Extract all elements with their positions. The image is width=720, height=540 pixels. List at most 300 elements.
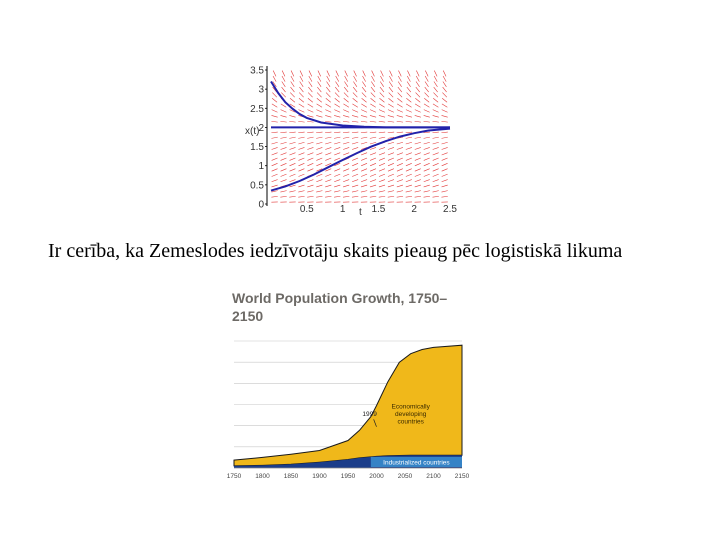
direction-field-segment <box>416 81 420 86</box>
direction-field-segment <box>343 180 349 182</box>
direction-field-segment <box>415 115 421 117</box>
direction-field-segment <box>272 110 278 113</box>
direction-field-segment <box>415 153 421 155</box>
direction-field-segment <box>300 81 304 86</box>
direction-field-segment <box>345 71 348 77</box>
direction-field-segment <box>371 93 375 98</box>
direction-field-segment <box>352 142 358 144</box>
direction-field-segment <box>433 180 439 182</box>
direction-field-segment <box>406 158 412 160</box>
direction-field-segment <box>380 76 383 82</box>
direction-field-segment <box>442 169 448 171</box>
x-tick-label: 2.5 <box>443 204 457 215</box>
direction-field-segment <box>398 93 402 98</box>
direction-field-segment <box>291 71 294 77</box>
direction-field-segment <box>334 115 340 117</box>
direction-field-segment <box>424 153 430 155</box>
direction-field-segment <box>335 87 339 92</box>
direction-field-segment <box>307 142 313 144</box>
direction-field-segment <box>379 104 384 107</box>
direction-field-segment <box>334 121 340 122</box>
direction-field-segment <box>388 153 394 155</box>
direction-field-segment <box>290 158 296 160</box>
direction-field-segment <box>272 185 278 187</box>
direction-field-segment <box>352 132 358 133</box>
direction-field-segment <box>334 137 340 138</box>
direction-field-segment <box>327 71 330 77</box>
direction-field-segment <box>415 191 421 192</box>
direction-field-segment <box>352 163 358 166</box>
direction-field-segment <box>424 158 430 160</box>
industrialized-countries-label: Industrialized countries <box>383 459 450 467</box>
direction-field-segment <box>308 93 312 98</box>
direction-field-segment <box>406 115 412 117</box>
direction-field-segment <box>361 180 367 182</box>
direction-field-segment <box>298 158 304 160</box>
direction-field-segment <box>397 169 403 171</box>
direction-field-segment <box>433 115 439 117</box>
direction-field-segment <box>379 174 385 176</box>
direction-field-segment <box>407 93 411 98</box>
direction-field-segment <box>344 81 348 86</box>
direction-field-segment <box>433 174 439 176</box>
direction-field-segment <box>363 71 366 77</box>
direction-field-segment <box>424 163 430 166</box>
direction-field-segment <box>271 132 277 133</box>
direction-field-segment <box>424 110 430 113</box>
direction-field-segment <box>352 158 358 160</box>
direction-field-segment <box>425 93 429 98</box>
x-tick-label: 1750 <box>226 473 242 480</box>
direction-field-segment <box>316 147 322 149</box>
direction-field-segment <box>443 87 447 92</box>
direction-field-segment <box>388 115 394 117</box>
direction-field-segment <box>308 87 312 92</box>
direction-field-segment <box>389 93 393 98</box>
direction-field-segment <box>343 174 349 176</box>
direction-field-segment <box>316 142 322 144</box>
direction-field-segment <box>307 185 313 187</box>
direction-field-segment <box>388 174 394 176</box>
direction-field-segment <box>424 115 430 117</box>
direction-field-segment <box>370 132 376 133</box>
direction-field-segment <box>388 142 394 144</box>
direction-field-segment <box>325 158 331 160</box>
x-tick-label: 1900 <box>312 473 327 480</box>
direction-field-segment <box>406 137 412 138</box>
direction-field-segment <box>343 196 349 197</box>
y-tick-label: 0 <box>258 199 264 211</box>
direction-field-segment <box>424 104 429 107</box>
direction-field-segment <box>298 185 304 187</box>
direction-field-segment <box>343 132 349 133</box>
direction-field-segment <box>361 158 367 160</box>
direction-field-segment <box>325 137 331 138</box>
direction-field-segment <box>307 180 313 182</box>
direction-field-segment <box>316 137 322 138</box>
direction-field-segment <box>281 174 287 176</box>
direction-field-segment <box>442 153 448 155</box>
direction-field-segment <box>361 163 367 166</box>
y-tick-label: 1.5 <box>250 142 264 154</box>
direction-field-segment <box>415 121 421 122</box>
direction-field-segment <box>361 132 367 133</box>
direction-field-segment <box>407 87 411 92</box>
direction-field-segment <box>335 81 339 86</box>
direction-field-segment <box>280 121 286 122</box>
direction-field-segment <box>343 185 349 187</box>
direction-field-segment <box>371 87 375 92</box>
direction-field-segment <box>316 180 322 182</box>
direction-field-segment <box>307 153 313 155</box>
direction-field-segment <box>352 191 358 192</box>
direction-field-segment <box>325 185 331 187</box>
x-tick-label: 2 <box>411 204 417 215</box>
direction-field-segment <box>326 104 331 107</box>
direction-field-segment <box>424 137 430 138</box>
direction-field-segment <box>316 174 322 176</box>
direction-field-segment <box>380 87 384 92</box>
direction-field-segment <box>397 196 403 197</box>
direction-field-segment <box>298 191 304 192</box>
direction-field-segment <box>371 76 374 82</box>
direction-field-segment <box>425 71 428 77</box>
direction-field-segment <box>325 132 331 133</box>
x-tick-label: 2150 <box>454 473 470 480</box>
direction-field-segment <box>309 71 312 77</box>
direction-field-segment <box>282 81 286 86</box>
direction-field-segment <box>316 163 322 166</box>
direction-field-segment <box>398 81 402 86</box>
direction-field-segment <box>334 185 340 187</box>
direction-field-segment <box>416 71 419 77</box>
direction-field-segment <box>362 98 367 102</box>
direction-field-segment <box>424 147 430 149</box>
direction-field-segment <box>433 147 439 149</box>
direction-field-segment <box>370 169 376 171</box>
direction-field-segment <box>334 191 340 192</box>
x-tick-label: 1850 <box>283 473 299 480</box>
y-tick-label: 3.5 <box>250 65 264 77</box>
direction-field-segment <box>442 158 448 160</box>
direction-field-segment <box>406 185 412 187</box>
direction-field-segment <box>325 196 331 197</box>
y-tick-label: 0.5 <box>250 180 264 192</box>
x-tick-label: 2050 <box>397 473 413 480</box>
direction-field-segment <box>326 93 330 98</box>
direction-field-segment <box>282 87 286 92</box>
direction-field-segment <box>415 98 420 102</box>
direction-field-segment <box>397 132 403 133</box>
direction-field-segment <box>343 121 349 122</box>
direction-field-segment <box>388 185 394 187</box>
direction-field-segment <box>361 110 367 113</box>
direction-field-segment <box>334 132 340 133</box>
direction-field-segment <box>316 191 322 192</box>
direction-field-segment <box>397 104 402 107</box>
direction-field-segment <box>415 147 421 149</box>
direction-field-segment <box>354 71 357 77</box>
y-tick-label: 2 <box>258 122 264 134</box>
direction-field-segment <box>425 81 429 86</box>
direction-field-segment <box>317 104 322 107</box>
direction-field-segment <box>433 137 439 138</box>
direction-field-segment <box>370 142 376 144</box>
direction-field-segment <box>416 87 420 92</box>
direction-field-segment <box>343 191 349 192</box>
annotation-1999: 1999 <box>362 411 377 419</box>
x-tick-label: 2100 <box>426 473 441 480</box>
direction-field-segment <box>291 76 294 82</box>
direction-field-segment <box>379 180 385 182</box>
direction-field-segment <box>371 81 375 86</box>
direction-field-segment <box>307 147 313 149</box>
direction-field-segment <box>398 87 402 92</box>
direction-field-segment <box>370 104 375 107</box>
direction-field-segment <box>325 191 331 192</box>
direction-field-segment <box>406 142 412 144</box>
y-tick-label: 2.5 <box>250 103 264 115</box>
direction-field-segment <box>308 104 313 107</box>
direction-field-segment <box>415 169 421 171</box>
direction-field-segment <box>415 180 421 182</box>
direction-field-segment <box>353 98 358 102</box>
direction-field-segment <box>388 110 394 113</box>
direction-field-segment <box>415 110 421 113</box>
direction-field-segment <box>307 110 313 113</box>
direction-field-segment <box>272 104 277 107</box>
direction-field-segment <box>298 196 304 197</box>
direction-field-segment <box>352 104 357 107</box>
direction-field-segment <box>325 180 331 182</box>
direction-field-segment <box>397 121 403 122</box>
developing-countries-label-line: Economically <box>391 403 430 411</box>
direction-field-segment <box>272 169 278 171</box>
direction-field-segment <box>443 71 446 77</box>
direction-field-segment <box>299 104 304 107</box>
direction-field-segment <box>272 153 278 155</box>
direction-field-segment <box>335 104 340 107</box>
direction-field-segment <box>443 76 446 82</box>
direction-field-segment <box>424 174 430 176</box>
solution-curves <box>271 82 450 191</box>
direction-field-segment <box>325 115 331 117</box>
direction-field-segment <box>317 98 322 102</box>
direction-field-segment <box>343 147 349 149</box>
y-tick-label: 3 <box>258 84 264 96</box>
direction-field-segment <box>352 180 358 182</box>
direction-field-segment <box>309 81 313 86</box>
direction-field-segment <box>406 104 411 107</box>
direction-field-segment <box>316 196 322 197</box>
direction-field-segment <box>406 169 412 171</box>
direction-field-segment <box>362 87 366 92</box>
direction-field-segment <box>353 81 357 86</box>
direction-field-segment <box>433 110 439 113</box>
direction-field-segment <box>272 98 277 102</box>
direction-field-segment <box>379 153 385 155</box>
developing-countries-label-line: developing <box>394 411 427 419</box>
direction-field-segment <box>307 158 313 160</box>
direction-field-segment <box>343 142 349 144</box>
direction-field-segment <box>318 81 322 86</box>
direction-field-segment <box>398 71 401 77</box>
direction-field-segment <box>291 81 295 86</box>
direction-field-segment <box>281 158 287 160</box>
direction-field-segment <box>442 191 448 192</box>
direction-field-segment <box>415 163 421 166</box>
direction-field-segment <box>370 158 376 160</box>
direction-field-segment <box>406 98 411 102</box>
direction-field-segment <box>334 180 340 182</box>
direction-field-segment <box>325 147 331 149</box>
direction-field-segment <box>326 87 330 92</box>
direction-field-segment <box>334 196 340 197</box>
x-tick-label: 0.5 <box>299 204 314 215</box>
direction-field-segment <box>272 174 278 176</box>
direction-field-segment <box>325 110 331 113</box>
direction-field-segment <box>370 196 376 197</box>
direction-field-segment <box>424 185 430 187</box>
direction-field-segment <box>370 110 376 113</box>
direction-field-segment <box>271 121 277 122</box>
direction-field-segment <box>433 104 438 107</box>
direction-field-segment <box>334 158 340 160</box>
direction-field-segment <box>370 153 376 155</box>
direction-field-segment <box>370 121 376 122</box>
direction-field-segment <box>379 121 385 122</box>
direction-field-segment <box>308 98 313 102</box>
direction-field-segment <box>380 81 384 86</box>
direction-field-segment <box>272 158 278 160</box>
direction-field-segment <box>289 191 295 192</box>
direction-field-segment <box>406 147 412 149</box>
direction-field-segment <box>326 98 331 102</box>
direction-field-segment <box>442 104 447 107</box>
direction-field-segment <box>281 180 287 182</box>
direction-field-segment <box>424 98 429 102</box>
direction-field-segment <box>344 93 348 98</box>
direction-field-segment <box>307 115 313 117</box>
direction-field-segment <box>343 169 349 171</box>
direction-field-segment <box>442 93 446 98</box>
direction-field-segment <box>433 153 439 155</box>
direction-field-segment <box>433 191 439 192</box>
direction-field-segment <box>307 121 313 122</box>
direction-field-segment <box>424 142 430 144</box>
direction-field-segment <box>300 76 303 82</box>
direction-field-segment <box>334 174 340 176</box>
direction-field-segment <box>442 110 448 113</box>
direction-field-segment <box>298 147 304 149</box>
direction-field-segment <box>336 76 339 82</box>
direction-field-segment <box>442 98 447 102</box>
direction-field-segment <box>307 191 313 192</box>
direction-field-segment <box>415 196 421 197</box>
direction-field-segment <box>282 76 285 82</box>
direction-field-segment <box>325 142 331 144</box>
direction-field-segment <box>379 137 385 138</box>
direction-field-segment <box>361 104 366 107</box>
direction-field-segment <box>316 115 322 117</box>
direction-field-segment <box>441 132 447 133</box>
direction-field-segment <box>397 110 403 113</box>
direction-field-segment <box>398 76 401 82</box>
x-tick-label: 1.5 <box>371 204 386 215</box>
direction-field-segment <box>388 104 393 107</box>
direction-field-segment <box>272 147 278 149</box>
direction-field-segment <box>379 191 385 192</box>
direction-field-segment <box>433 93 437 98</box>
direction-field-segment <box>361 142 367 144</box>
direction-field-segment <box>381 71 384 77</box>
direction-field-segment <box>298 121 304 122</box>
direction-field-segment <box>441 196 447 197</box>
direction-field-segment <box>352 121 358 122</box>
direction-field-segment <box>281 163 287 166</box>
direction-field-segment <box>388 98 393 102</box>
direction-field-segment <box>397 98 402 102</box>
direction-field-segment <box>388 169 394 171</box>
direction-field-segment <box>290 87 294 92</box>
direction-field-segment <box>335 93 339 98</box>
direction-field-segment <box>298 153 304 155</box>
direction-field-segment <box>406 196 412 197</box>
direction-field-segment <box>433 196 439 197</box>
direction-field-segment <box>352 110 358 113</box>
direction-field-segment <box>407 76 410 82</box>
direction-field-segment <box>361 169 367 171</box>
x-tick-labels <box>300 204 458 215</box>
logistic-direction-field-chart <box>238 58 460 218</box>
direction-field-segment <box>307 196 313 197</box>
direction-field-segment <box>380 98 385 102</box>
developing-countries-label-line: countries <box>397 418 424 426</box>
x-tick-label: 1800 <box>255 473 270 480</box>
direction-field-segment <box>280 132 286 133</box>
direction-field-segment <box>389 87 393 92</box>
direction-field-segment <box>317 87 321 92</box>
direction-field-segment <box>416 76 419 82</box>
direction-field-segment <box>343 163 349 166</box>
direction-field-segment <box>433 98 438 102</box>
direction-field-segment <box>425 76 428 82</box>
direction-field-segment <box>290 169 296 171</box>
direction-field-segment <box>415 158 421 160</box>
direction-field-segment <box>379 132 385 133</box>
direction-field-segment <box>352 137 358 138</box>
direction-field-segment <box>379 169 385 171</box>
direction-field-segment <box>424 196 430 197</box>
direction-field-segment <box>325 121 331 122</box>
direction-field-segment <box>379 185 385 187</box>
direction-field-segment <box>388 147 394 149</box>
direction-field-segment <box>424 169 430 171</box>
direction-field-segment <box>289 180 295 182</box>
x-axis-label: t <box>359 207 362 218</box>
direction-field-segment <box>406 121 412 122</box>
y-tick-label: 1 <box>258 161 264 173</box>
direction-field-segment <box>370 137 376 138</box>
direction-field-segment <box>379 163 385 166</box>
direction-field-segment <box>361 121 367 122</box>
direction-field-segment <box>298 132 304 133</box>
direction-field-segment <box>370 163 376 166</box>
solution-curve-3 <box>271 129 450 191</box>
direction-field-segment <box>442 163 448 166</box>
direction-field-segment <box>290 174 296 176</box>
direction-field-segment <box>380 93 384 98</box>
